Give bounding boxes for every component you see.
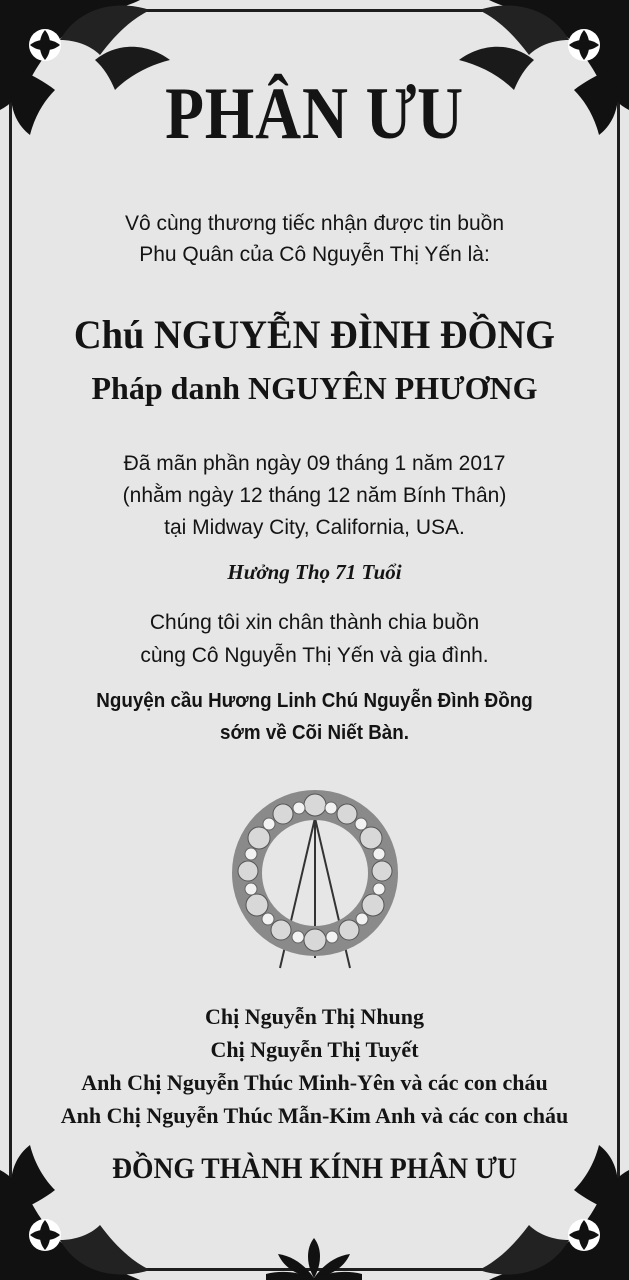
lunar-date-line: (nhằm ngày 12 tháng 12 năm Bính Thân) — [122, 484, 507, 507]
intro-line-1: Vô cùng thương tiếc nhận được tin buồn — [124, 212, 505, 235]
sender-3: Anh Chị Nguyễn Thúc Minh-Yên và các con cháu — [81, 1070, 548, 1095]
intro-line-2: Phu Quân của Cô Nguyễn Thị Yến là: — [139, 243, 490, 266]
prayer-line-2: sớm về Cõi Niết Bàn. — [220, 722, 409, 744]
closing-line: ĐỒNG THÀNH KÍNH PHÂN ƯU — [112, 1152, 517, 1185]
dharma-name: Pháp danh NGUYÊN PHƯƠNG — [91, 370, 538, 406]
lotus-icon-bottom-center — [264, 1234, 364, 1280]
notice-title: PHÂN ƯU — [165, 73, 464, 155]
age-line: Hưởng Thọ 71 Tuổi — [227, 560, 402, 584]
passing-date-line: Đã mãn phần ngày 09 tháng 1 năm 2017 — [123, 452, 506, 475]
sender-1: Chị Nguyễn Thị Nhung — [204, 1004, 425, 1029]
sender-2: Chị Nguyễn Thị Tuyết — [210, 1037, 419, 1062]
deceased-name: Chú NGUYỄN ĐÌNH ĐỒNG — [73, 312, 556, 357]
prayer-line-1: Nguyện cầu Hương Linh Chú Nguyễn Đình Đồng — [96, 690, 533, 712]
condolence-line-2: cùng Cô Nguyễn Thị Yến và gia đình. — [140, 644, 489, 667]
condolence-line-1: Chúng tôi xin chân thành chia buồn — [149, 611, 480, 634]
sender-4: Anh Chị Nguyễn Thúc Mẫn-Kim Anh và các con cháu — [60, 1103, 569, 1128]
flower-wreath-image — [225, 778, 405, 973]
location-line: tại Midway City, California, USA. — [164, 516, 465, 539]
